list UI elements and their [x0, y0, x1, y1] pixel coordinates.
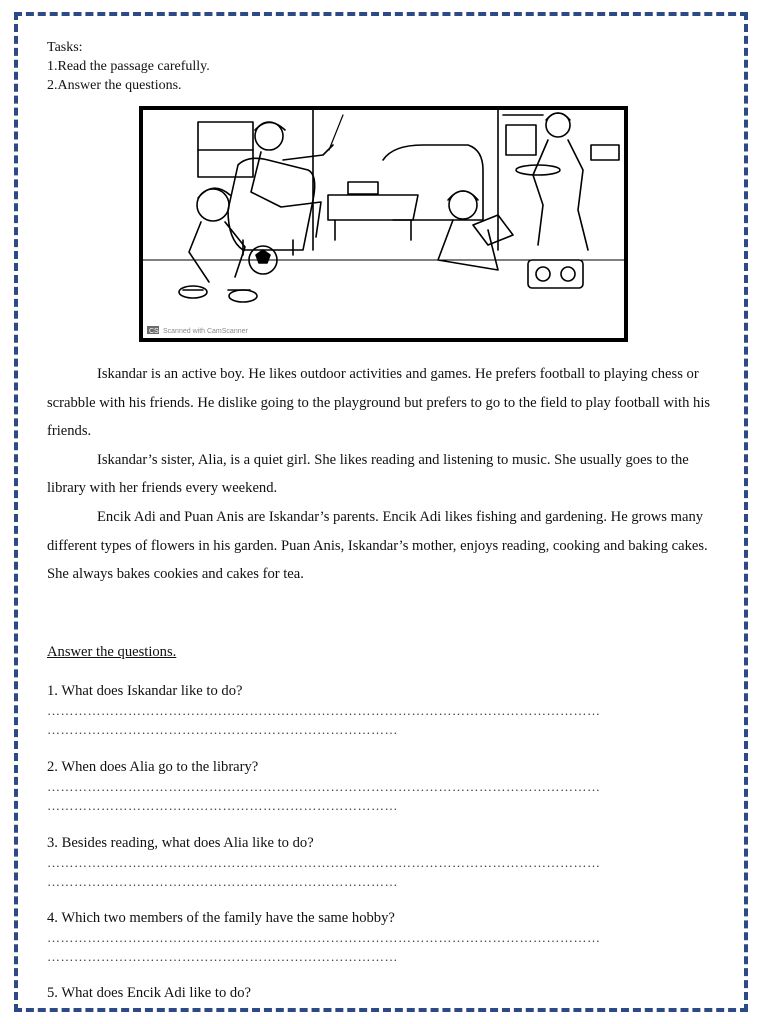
passage-paragraph-1: Iskandar is an active boy. He likes outdoor activities and games. He prefers football to playing chess or scrabble with his friends. He dislike going to the playground but prefers to go to the field to play football with his friends. — [47, 366, 711, 440]
tray — [516, 165, 560, 175]
watermark-text: Scanned with CamScanner — [163, 328, 248, 335]
task-item-2: 2.Answer the questions. — [47, 78, 182, 93]
question-text: 2. When does Alia go to the library? — [47, 759, 259, 775]
question-3 — [47, 834, 717, 891]
tasks-title: Tasks: — [47, 40, 83, 55]
answer-line[interactable]: …………………………………………………………………… — [47, 874, 398, 889]
answer-line[interactable]: …………………………………………………………………………………………………………… — [47, 930, 601, 945]
questions-heading: Answer the questions. — [47, 644, 177, 660]
answer-line[interactable]: …………………………………………………………………………………………………………… — [47, 703, 601, 718]
watermark-badge: CS — [149, 328, 159, 335]
passage-paragraph-2: Iskandar’s sister, Alia, is a quiet girl. She likes reading and listening to music. She usually goes to the library with her friends every weekend. — [47, 451, 689, 497]
question-1 — [47, 682, 717, 739]
passage-paragraph-3: Encik Adi and Puan Anis are Iskandar’s parents. Encik Adi likes fishing and gardening. He grows many different types of flowers in his garden. Puan Anis, Iskandar’s mother, enjoys reading, cooking and baking cakes. She always bakes cookies and cakes for tea. — [47, 508, 708, 583]
answer-line[interactable]: …………………………………………………………………………………………………………… — [47, 779, 601, 794]
answer-line[interactable]: …………………………………………………………………… — [47, 722, 398, 737]
family-scene — [143, 110, 624, 338]
question-2 — [47, 758, 717, 815]
tasks-block — [47, 38, 210, 95]
question-4 — [47, 909, 717, 966]
sofa — [383, 145, 483, 220]
question-text: 4. Which two members of the family have the same hobby? — [47, 910, 395, 926]
question-5 — [47, 984, 717, 1003]
illustration — [139, 106, 628, 342]
task-item-1: 1.Read the passage carefully. — [47, 59, 210, 74]
question-text: 1. What does Iskandar like to do? — [47, 683, 243, 699]
answer-line[interactable]: …………………………………………………………………… — [47, 798, 398, 813]
reading-passage — [47, 360, 727, 589]
answer-line[interactable]: …………………………………………………………………………………………………………… — [47, 855, 601, 870]
question-text: 3. Besides reading, what does Alia like to do? — [47, 835, 314, 851]
coffee-table — [328, 195, 418, 220]
answer-line[interactable]: …………………………………………………………………… — [47, 949, 398, 964]
question-text: 5. What does Encik Adi like to do? — [47, 985, 252, 1001]
